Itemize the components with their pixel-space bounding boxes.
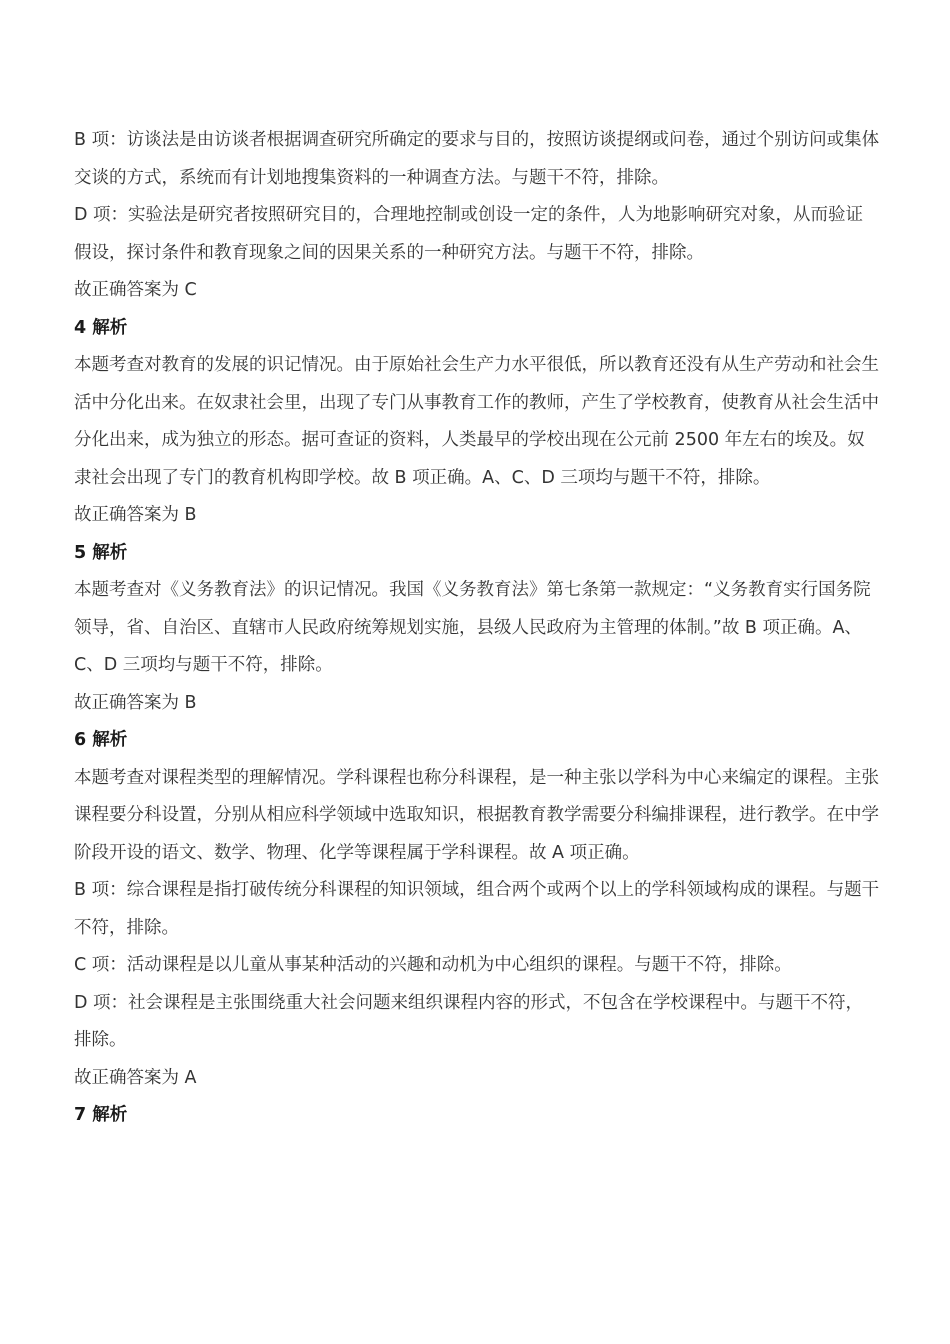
answer-line-q4: 故正确答案为 B xyxy=(74,505,197,525)
paragraph-q5-explanation: 本题考查对《义务教育法》的识记情况。我国《义务教育法》第七条第一款规定：“义务教育实行国务院领导，省、自治区、直辖市人民政府统筹规划实施，县级人民政府为主管理的体制。”故 B 项正确。A、C、D 三项均与题干不符，排除。 xyxy=(74,580,871,675)
paragraph-q6-option-c: C 项：活动课程是以儿童从事某种活动的兴趣和动机为中心组织的课程。与题干不符，排除。 xyxy=(74,955,792,975)
heading-q5-analysis: 5 解析 xyxy=(74,542,128,563)
heading-q7-analysis: 7 解析 xyxy=(74,1105,128,1125)
paragraph-option-b-interview: B 项：访谈法是由访谈者根据调查研究所确定的要求与目的，按照访谈提纲或问卷，通过个别访问或集体交谈的方式，系统而有计划地搜集资料的一种调查方法。与题干不符，排除。 xyxy=(74,130,880,188)
paragraph-q6-explanation: 本题考查对课程类型的理解情况。学科课程也称分科课程，是一种主张以学科为中心来编定的课程。主张课程要分科设置，分别从相应科学领域中选取知识，根据教育教学需要分科编排课程，进行教学。在中学阶段开设的语文、数学、物理、化学等课程属于学科课程。故 A 项正确。 xyxy=(74,767,879,863)
answer-line-q3: 故正确答案为 C xyxy=(74,280,197,300)
paragraph-q6-option-d: D 项：社会课程是主张围绕重大社会问题来组织课程内容的形式，不包含在学校课程中。与题干不符，排除。 xyxy=(74,992,864,1050)
paragraph-q4-explanation: 本题考查对教育的发展的识记情况。由于原始社会生产力水平很低，所以教育还没有从生产劳动和社会生活中分化出来。在奴隶社会里，出现了专门从事教育工作的教师，产生了学校教育，使教育从社会生活中分化出来，成为独立的形态。据可查证的资料，人类最早的学校出现在公元前 2500 年左右的埃及。奴隶社会出现了专门的教育机构即学校。故 B 项正确。A、C、D 三项均与题干不符，排除。 xyxy=(74,355,879,488)
heading-q6-analysis: 6 解析 xyxy=(74,730,128,750)
document-content xyxy=(74,122,880,1135)
paragraph-q6-option-b: B 项：综合课程是指打破传统分科课程的知识领域，组合两个或两个以上的学科领域构成的课程。与题干不符，排除。 xyxy=(74,880,880,938)
answer-line-q5: 故正确答案为 B xyxy=(74,692,197,713)
paragraph-option-d-experiment: D 项：实验法是研究者按照研究目的，合理地控制或创设一定的条件，人为地影响研究对象，从而验证假设，探讨条件和教育现象之间的因果关系的一种研究方法。与题干不符，排除。 xyxy=(74,205,864,263)
heading-q4-analysis: 4 解析 xyxy=(74,317,128,338)
answer-line-q6: 故正确答案为 A xyxy=(74,1067,197,1088)
